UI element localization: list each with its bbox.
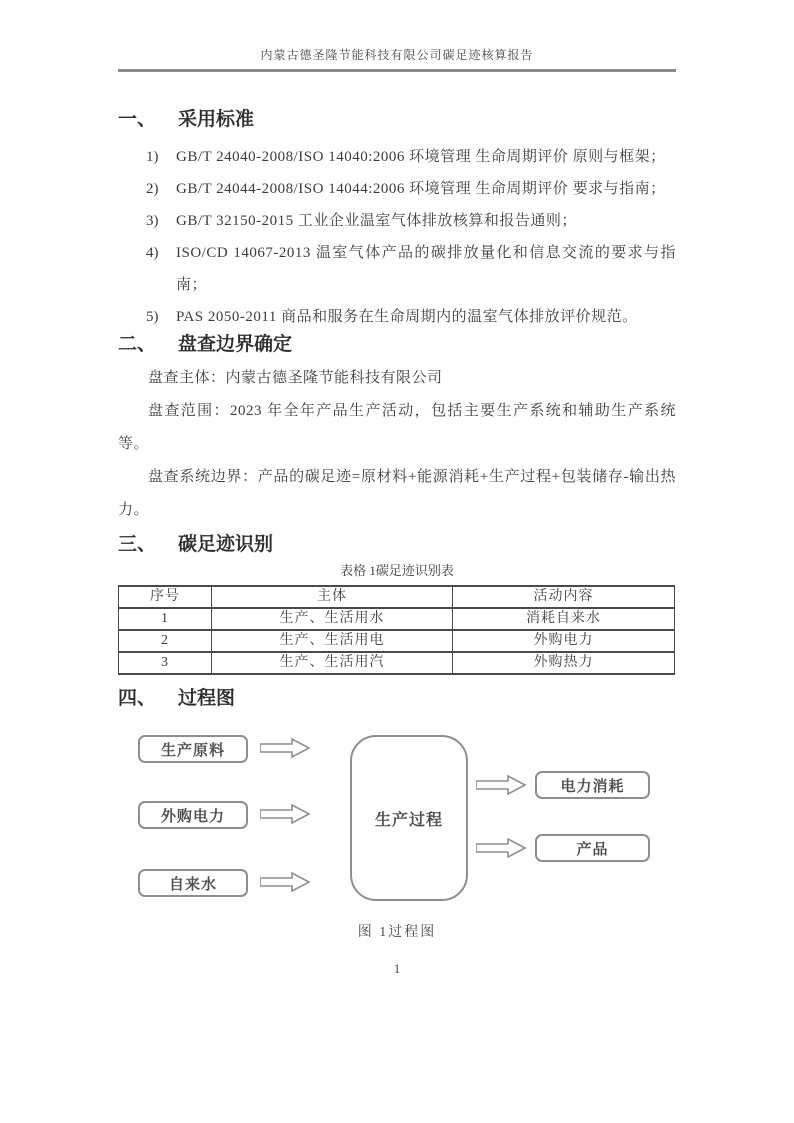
process-flow-diagram [118, 731, 674, 916]
table-cell: 外购电力 [453, 630, 675, 652]
list-item-number: 2) [146, 181, 159, 197]
table-cell: 1 [119, 608, 212, 630]
section-title: 碳足迹识别 [178, 534, 274, 555]
list-item-text: GB/T 24040-2008/ISO 14040:2006 环境管理 生命周期评价 原则与框架； [176, 149, 666, 165]
section-title: 过程图 [178, 688, 236, 709]
diagram-output-box: 电力消耗 [535, 771, 650, 799]
standards-list [118, 141, 676, 333]
flow-arrow-icon [476, 838, 526, 858]
section-standards [118, 108, 676, 333]
table-header-cell: 主体 [212, 586, 453, 608]
paragraph: 盘查范围：2023 年全年产品生产活动，包括主要生产系统和辅助生产系统等。 [118, 403, 676, 452]
table-row [119, 652, 675, 674]
flow-arrow-icon [260, 872, 310, 892]
table-header-row [119, 586, 675, 608]
table-cell: 生产、生活用汽 [212, 652, 453, 674]
section-title: 采用标准 [178, 109, 255, 130]
section-process-diagram [118, 687, 676, 943]
list-item [118, 205, 676, 237]
table-cell: 生产、生活用水 [212, 608, 453, 630]
list-item-number: 5) [146, 309, 159, 325]
list-item-text: GB/T 32150-2015 工业企业温室气体排放核算和报告通则； [176, 213, 577, 229]
section-heading [118, 108, 676, 132]
list-item-text: PAS 2050-2011 商品和服务在生命周期内的温室气体排放评价规范。 [176, 309, 638, 325]
table-cell: 3 [119, 652, 212, 674]
diagram-input-box: 生产原料 [138, 735, 248, 763]
header-title: 内蒙古德圣隆节能科技有限公司碳足迹核算报告 [260, 48, 534, 62]
table-header-cell: 活动内容 [453, 586, 675, 608]
flow-arrow-icon [476, 775, 526, 795]
table-row [119, 630, 675, 652]
table-cell: 外购热力 [453, 652, 675, 674]
list-item-number: 1) [146, 149, 159, 165]
section-number: 三、 [118, 534, 157, 555]
table-caption: 表格 1碳足迹识别表 [340, 563, 454, 578]
table-header-cell: 序号 [119, 586, 212, 608]
list-item [118, 141, 676, 173]
section-heading [118, 533, 676, 557]
table-row [119, 608, 675, 630]
table-cell: 生产、生活用电 [212, 630, 453, 652]
section-heading [118, 687, 676, 711]
list-item-text: ISO/CD 14067-2013 温室气体产品的碳排放量化和信息交流的要求与指南； [176, 245, 676, 293]
section-heading [118, 333, 676, 357]
section-identification [118, 533, 676, 675]
section-number: 四、 [118, 688, 157, 709]
list-item-number: 4) [146, 245, 159, 261]
paragraph: 盘查系统边界：产品的碳足迹=原材料+能源消耗+生产过程+包装储存-输出热力。 [118, 469, 676, 518]
section-title: 盘查边界确定 [178, 334, 293, 355]
section-number: 一、 [118, 109, 157, 130]
section-number: 二、 [118, 334, 157, 355]
boundary-paragraphs [118, 362, 676, 527]
footprint-table [118, 585, 675, 675]
list-item-number: 3) [146, 213, 159, 229]
diagram-process-box: 生产过程 [350, 735, 468, 901]
table-cell: 2 [119, 630, 212, 652]
flow-arrow-icon [260, 738, 310, 758]
diagram-input-box: 自来水 [138, 869, 248, 897]
section-boundary [118, 333, 676, 527]
list-item [118, 173, 676, 205]
flow-arrow-icon [260, 804, 310, 824]
page-number: 1 [393, 961, 401, 976]
list-item-text: GB/T 24044-2008/ISO 14044:2006 环境管理 生命周期评价 要求与指南； [176, 181, 666, 197]
list-item [118, 301, 676, 333]
paragraph: 盘查主体：内蒙古德圣隆节能科技有限公司 [148, 370, 443, 386]
page-header [118, 0, 676, 72]
diagram-output-box: 产品 [535, 834, 650, 862]
diagram-input-box: 外购电力 [138, 801, 248, 829]
figure-caption: 图 1过程图 [357, 925, 437, 940]
table-cell: 消耗自来水 [453, 608, 675, 630]
list-item [118, 237, 676, 301]
